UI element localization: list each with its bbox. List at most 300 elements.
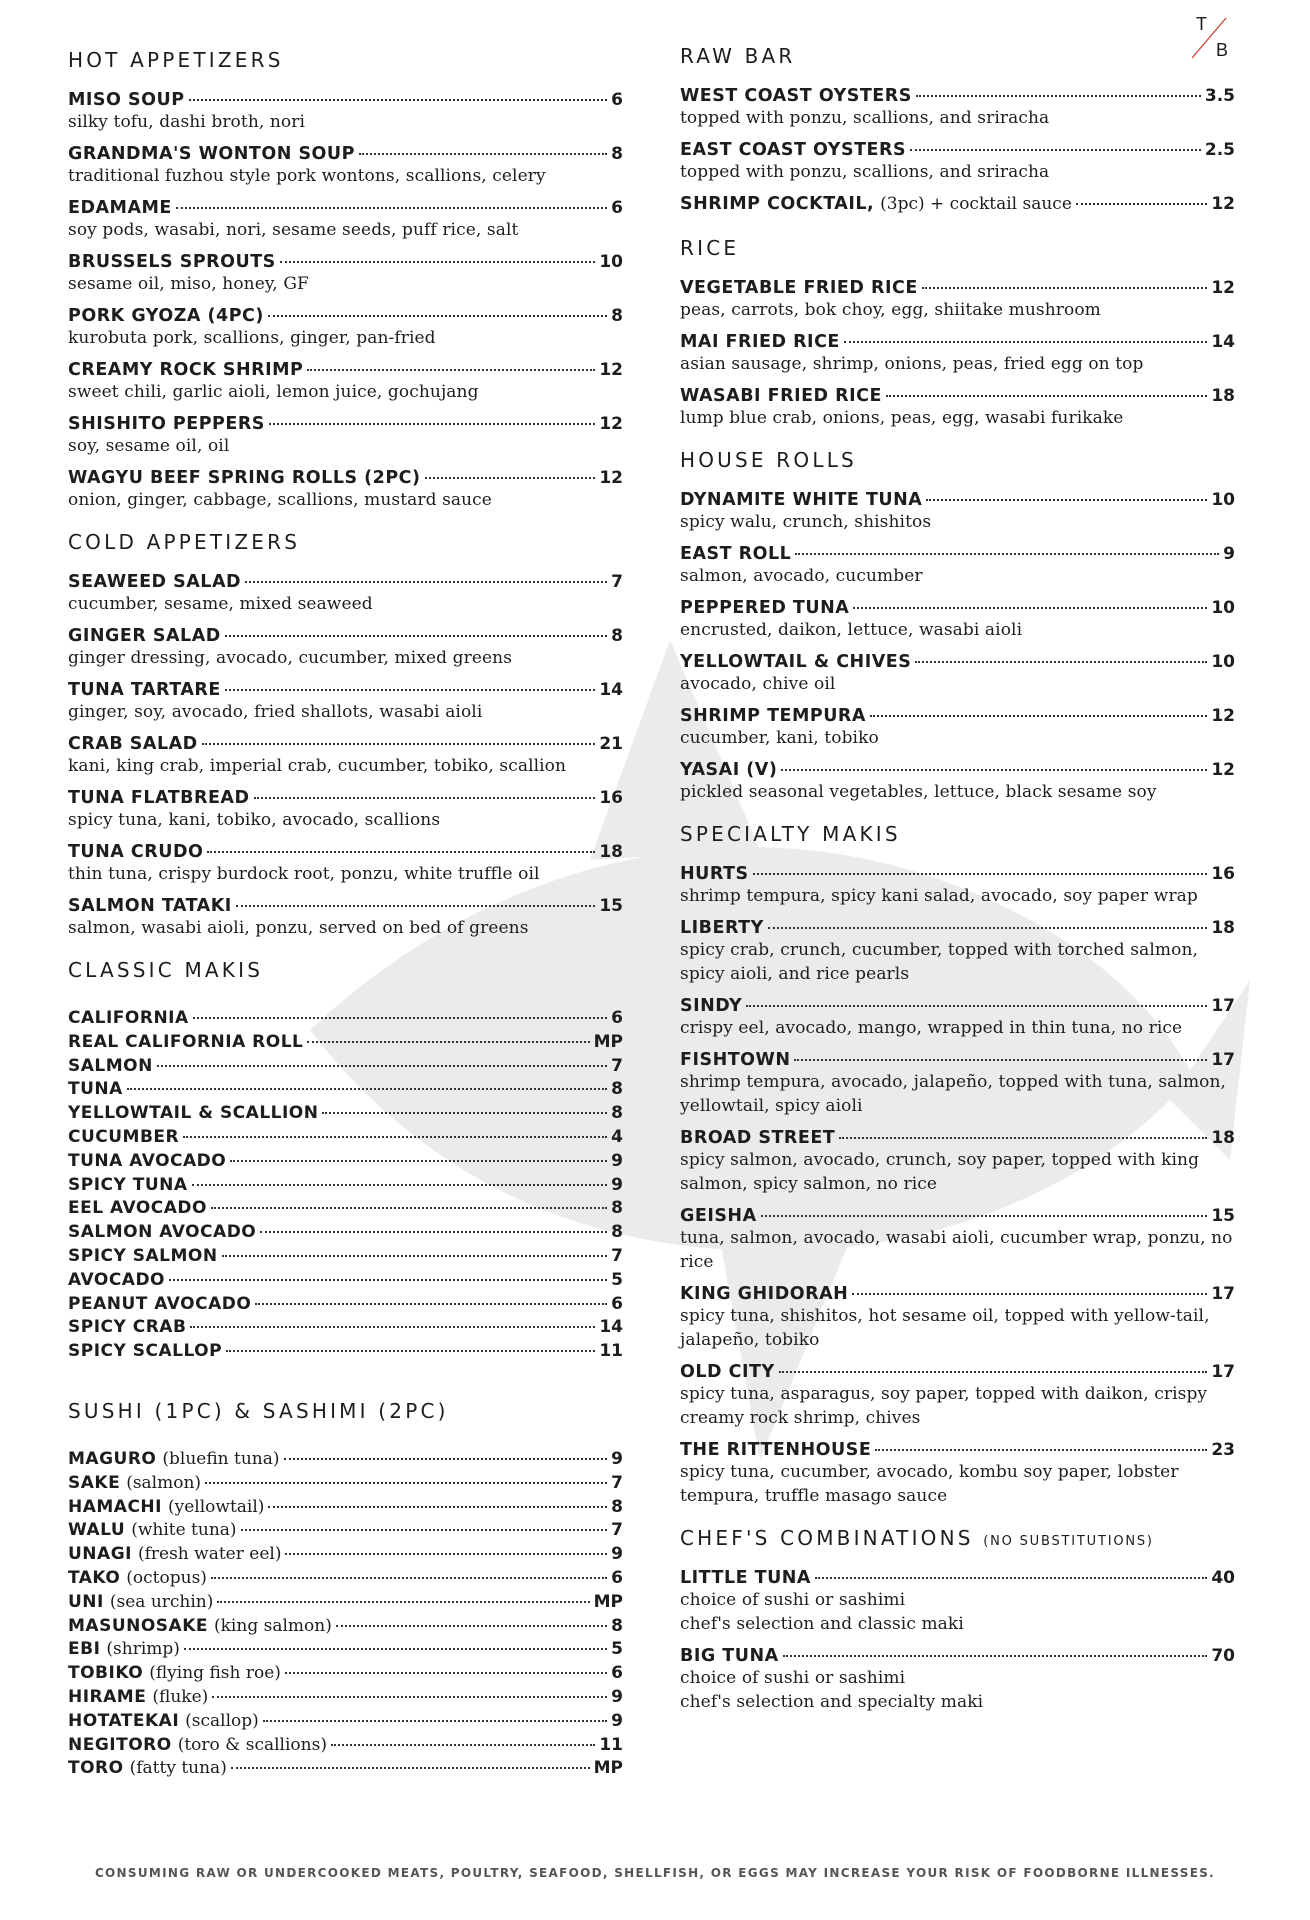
item-price: 9 [611,1710,623,1731]
dot-leader [225,689,596,691]
item-description: choice of sushi or sashimi [680,1590,906,1610]
dot-leader [205,1482,607,1484]
item-price: 12 [599,468,623,488]
item-price: 8 [611,1103,623,1124]
dot-leader [870,715,1207,717]
section-title-text: CHEF'S COMBINATIONS [680,1526,974,1550]
rice-list [680,278,1235,430]
section-title: HOT APPETIZERS [68,48,284,72]
menu-item [680,194,1235,214]
menu-item-line [680,864,1235,884]
item-name: CRAB SALAD [68,734,198,754]
item-name: SHRIMP TEMPURA [680,706,866,726]
item-price: 9 [611,1174,623,1195]
item-description: kurobuta pork, scallions, ginger, pan-fried [68,328,436,348]
item-name: EAST ROLL [680,544,792,564]
item-price: 9 [611,1448,623,1469]
item-price: 6 [611,198,623,218]
menu-item [68,1497,623,1521]
item-name: OLD CITY [680,1362,775,1382]
item-name: LITTLE TUNA [680,1568,811,1588]
dot-leader [212,1696,607,1698]
item-description: soy, sesame oil, oil [68,436,230,456]
dot-leader [844,341,1207,343]
dot-leader [217,1601,589,1603]
item-price: 3.5 [1204,86,1235,106]
menu-item-line [68,1294,623,1314]
menu-item-line [68,1568,623,1588]
raw-bar-section [680,44,1235,214]
item-name: EBI [68,1639,101,1660]
dot-leader [926,499,1207,501]
item-price: 7 [611,572,623,592]
dot-leader [284,1458,608,1460]
logo-bottom-letter: B [1216,40,1229,60]
menu-item [680,996,1235,1040]
item-price: 21 [599,734,623,754]
cold-appetizers-section [68,530,623,940]
dot-leader [184,1648,607,1650]
menu-item [68,1616,623,1640]
item-price: 23 [1211,1440,1235,1460]
item-name: CUCUMBER [68,1126,180,1147]
menu-item-line [680,1362,1235,1382]
section-title: RAW BAR [680,44,796,68]
menu-item-line [68,788,623,808]
sushi-sashimi-section [68,1399,623,1782]
item-price: MP [593,1758,623,1779]
menu-item-line [680,544,1235,564]
menu-item [68,1032,623,1056]
item-description: ginger, soy, avocado, fried shallots, wasabi aioli [68,702,483,722]
item-description: spicy salmon, avocado, crunch, soy paper, topped with king salmon, spicy salmon, no rice [680,1150,1200,1194]
item-subtitle: (salmon) [126,1472,202,1493]
menu-item-line [68,1246,623,1266]
section-title: SUSHI (1PC) & SASHIMI (2PC) [68,1398,449,1423]
dot-leader [783,1655,1208,1657]
item-description: encrusted, daikon, lettuce, wasabi aioli [680,620,1023,640]
dot-leader [839,1137,1207,1139]
section-title: RICE [680,236,740,260]
dot-leader [815,1577,1207,1579]
item-description: sesame oil, miso, honey, GF [68,274,309,294]
item-price: 70 [1211,1646,1235,1666]
item-name: PEPPERED TUNA [680,598,850,618]
menu-item [68,1711,623,1735]
menu-item-line [680,194,1235,214]
item-name: FISHTOWN [680,1050,791,1070]
menu-item-line [68,414,623,434]
menu-item [68,1663,623,1687]
item-description: soy pods, wasabi, nori, sesame seeds, puff rice, salt [68,220,519,240]
dot-leader [336,1625,607,1627]
item-price: 8 [611,1496,623,1517]
dot-leader [207,851,595,853]
menu-item-line [680,1646,1235,1666]
rice-section [680,236,1235,430]
dot-leader [359,153,607,155]
dot-leader [853,607,1207,609]
item-description: peas, carrots, bok choy, egg, shiitake mushroom [680,300,1101,320]
item-subtitle: (sea urchin) [109,1591,214,1612]
dot-leader [157,1065,607,1067]
item-price: 18 [1211,386,1235,406]
dot-leader [285,1672,607,1674]
menu-item-line [68,1544,623,1564]
item-name: TORO [68,1758,124,1779]
menu-item-line [680,1284,1235,1304]
item-name: VEGETABLE FRIED RICE [680,278,918,298]
hot-appetizers-list [68,90,623,512]
left-column [68,48,623,1782]
item-subtitle: (shrimp) [106,1639,180,1660]
item-name: DYNAMITE WHITE TUNA [680,490,923,510]
item-price: 18 [1211,1128,1235,1148]
dot-leader [192,1184,608,1186]
item-price: 17 [1211,1050,1235,1070]
menu-item-line [68,1008,623,1028]
raw-bar-list [680,86,1235,214]
item-price: 6 [611,1663,623,1684]
dot-leader [263,1720,607,1722]
item-subtitle: (fatty tuna) [129,1758,227,1779]
menu-item [68,1341,623,1365]
item-price: 9 [611,1686,623,1707]
menu-item [680,652,1235,696]
sushi-sashimi-list [68,1449,623,1782]
dot-leader [852,1293,1207,1295]
menu-item [680,86,1235,130]
menu-item-line [68,1127,623,1147]
menu-item [68,1246,623,1270]
dot-leader [255,1303,607,1305]
item-price: 12 [1211,278,1235,298]
item-description: spicy tuna, cucumber, avocado, kombu soy paper, lobster tempura, truffle masago sauce [680,1462,1179,1506]
item-description: salmon, avocado, cucumber [680,566,923,586]
dot-leader [193,1017,608,1019]
menu-item [680,140,1235,184]
menu-item [680,598,1235,642]
menu-item [680,1568,1235,1636]
dot-leader [245,581,607,583]
menu-item-line [68,1032,623,1052]
item-name: CALIFORNIA [68,1008,189,1028]
item-subtitle: (yellowtail) [168,1496,265,1517]
item-price: 6 [611,1293,623,1314]
item-name: TOBIKO [68,1663,144,1684]
item-price: 8 [611,1222,623,1243]
menu-item-line [68,1711,623,1731]
item-price: 9 [611,1150,623,1171]
dot-leader [225,635,607,637]
menu-item [680,918,1235,986]
item-price: 6 [611,90,623,110]
item-price: 40 [1211,1568,1235,1588]
menu-item-line [68,734,623,754]
item-description: chef's selection and specialty maki [680,1692,984,1712]
menu-item [680,1128,1235,1196]
item-name: GRANDMA'S WONTON SOUP [68,144,355,164]
menu-item [68,842,623,886]
item-description: lump blue crab, onions, peas, egg, wasabi furikake [680,408,1124,428]
menu-item-line [68,572,623,592]
dot-leader [222,1255,608,1257]
menu-item [680,544,1235,588]
item-name: HIRAME [68,1686,147,1707]
menu-item-line [680,652,1235,672]
item-subtitle: (fluke) [152,1686,209,1707]
menu-item-line [680,706,1235,726]
dot-leader [169,1279,607,1281]
menu-item [68,1151,623,1175]
dot-leader [260,1231,607,1233]
item-subtitle: (fresh water eel) [137,1544,282,1565]
menu-item-line [68,1222,623,1242]
item-price: 17 [1211,1362,1235,1382]
item-price: 8 [611,1198,623,1219]
item-subtitle: (king salmon) [214,1615,332,1636]
dot-leader [781,769,1207,771]
item-subtitle: (toro & scallions) [177,1734,327,1755]
menu-item-line [68,1079,623,1099]
menu-item-line [680,996,1235,1016]
menu-item [68,360,623,404]
menu-item-line [68,1639,623,1659]
dot-leader [425,477,596,479]
item-price: 16 [1211,864,1235,884]
item-price: MP [593,1591,623,1612]
item-name: GINGER SALAD [68,626,221,646]
dot-leader [753,873,1208,875]
item-description: crispy eel, avocado, mango, wrapped in thin tuna, no rice [680,1018,1183,1038]
dot-leader [202,743,596,745]
item-price: 9 [1223,544,1235,564]
dot-leader [322,1112,607,1114]
menu-item [68,252,623,296]
section-title [680,1526,1235,1550]
menu-item [68,1758,623,1782]
item-name: WALU [68,1520,126,1541]
dot-leader [280,261,596,263]
item-subtitle: (3pc) + cocktail sauce [880,194,1072,214]
dot-leader [254,797,596,799]
item-name: AVOCADO [68,1269,166,1290]
menu-item [68,626,623,670]
menu-item-line [68,468,623,488]
dot-leader [230,1160,607,1162]
menu-item [68,1449,623,1473]
dot-leader [269,423,595,425]
menu-item-line [680,490,1235,510]
item-name: TUNA CRUDO [68,842,204,862]
menu-item [680,332,1235,376]
item-name: HURTS [680,864,749,884]
item-description: kani, king crab, imperial crab, cucumber, tobiko, scallion [68,756,567,776]
menu-item-line [68,90,623,110]
menu-item [680,278,1235,322]
house-rolls-section [680,448,1235,804]
menu-item-line [680,140,1235,160]
item-description: spicy tuna, asparagus, soy paper, topped with daikon, crispy creamy rock shrimp, chives [680,1384,1208,1428]
item-price: 2.5 [1204,140,1235,160]
item-name: MISO SOUP [68,90,185,110]
item-price: 8 [611,1615,623,1636]
item-price: 7 [611,1055,623,1076]
item-description: onion, ginger, cabbage, scallions, mustard sauce [68,490,492,510]
item-description: asian sausage, shrimp, onions, peas, fried egg on top [680,354,1144,374]
item-description: traditional fuzhou style pork wontons, scallions, celery [68,166,546,186]
item-name: NEGITORO [68,1734,172,1755]
dot-leader [915,661,1207,663]
specialty-makis-list [680,864,1235,1508]
dot-leader [910,149,1201,151]
item-name: CREAMY ROCK SHRIMP [68,360,304,380]
item-subtitle: (white tuna) [131,1520,237,1541]
menu-item [680,1284,1235,1352]
item-description: shrimp tempura, avocado, jalapeño, topped with tuna, salmon, yellowtail, spicy aioli [680,1072,1227,1116]
item-name: YASAI (V) [680,760,778,780]
item-name: YELLOWTAIL & CHIVES [680,652,912,672]
menu-item [68,734,623,778]
item-price: 8 [611,1079,623,1100]
menu-item-line [68,680,623,700]
menu-item-line [68,842,623,862]
menu-item [68,572,623,616]
item-description: spicy walu, crunch, shishitos [680,512,932,532]
item-name: THE RITTENHOUSE [680,1440,872,1460]
item-price: 8 [611,626,623,646]
item-price: MP [593,1031,623,1052]
item-description: spicy tuna, kani, tobiko, avocado, scallions [68,810,441,830]
menu-item [680,864,1235,908]
item-description: pickled seasonal vegetables, lettuce, black sesame soy [680,782,1157,802]
footer-disclaimer: CONSUMING RAW OR UNDERCOOKED MEATS, POULTRY, SEAFOOD, SHELLFISH, OR EGGS MAY INCREASE YOUR RISK OF FOODBORNE ILLNESSES. [94,1866,1216,1880]
menu-item-line [680,918,1235,938]
dot-leader [875,1449,1207,1451]
item-name: HOTATEKAI [68,1710,180,1731]
menu-item [680,1362,1235,1430]
menu-item-line [680,598,1235,618]
item-description: cucumber, sesame, mixed seaweed [68,594,373,614]
item-price: 15 [599,896,623,916]
dot-leader [268,315,607,317]
menu-item-line [68,306,623,326]
item-price: 17 [1211,996,1235,1016]
dot-leader [1076,203,1207,205]
item-name: SHRIMP COCKTAIL, [680,194,875,214]
item-description: cucumber, kani, tobiko [680,728,879,748]
item-price: 9 [611,1544,623,1565]
section-title: CLASSIC MAKIS [68,958,264,982]
item-description: thin tuna, crispy burdock root, ponzu, white truffle oil [68,864,540,884]
menu-item [68,1056,623,1080]
menu-item [68,1127,623,1151]
menu-item [68,1270,623,1294]
dot-leader [211,1577,607,1579]
menu-item-line [68,1103,623,1123]
item-name: GEISHA [680,1206,757,1226]
item-price: 18 [1211,918,1235,938]
menu-item-line [680,1050,1235,1070]
classic-makis-list [68,1008,623,1365]
menu-item-line [68,626,623,646]
item-name: UNI [68,1591,104,1612]
menu-item [68,1198,623,1222]
menu-item-line [68,1592,623,1612]
menu-item-line [68,1151,623,1171]
menu-item [68,1222,623,1246]
menu-item [68,1639,623,1663]
menu-item [68,1544,623,1568]
section-title: SPECIALTY MAKIS [680,822,901,846]
item-price: 11 [599,1341,623,1362]
item-price: 18 [599,842,623,862]
menu-item-line [68,1473,623,1493]
item-price: 5 [611,1269,623,1290]
menu-item-line [68,198,623,218]
dot-leader [794,1059,1207,1061]
dot-leader [285,1553,607,1555]
item-name: WAGYU BEEF SPRING ROLLS (2PC) [68,468,421,488]
menu-item [680,1050,1235,1118]
menu-item-line [68,1758,623,1778]
section-note: (NO SUBSTITUTIONS) [983,1534,1154,1549]
item-name: BROAD STREET [680,1128,836,1148]
dot-leader [886,395,1207,397]
dot-leader [189,99,608,101]
menu-item [68,1520,623,1544]
menu-item-line [68,1056,623,1076]
dot-leader [127,1088,607,1090]
item-price: 8 [611,306,623,326]
classic-makis-section [68,958,623,1365]
menu-item [68,414,623,458]
dot-leader [746,1005,1207,1007]
item-price: 16 [599,788,623,808]
item-price: 7 [611,1245,623,1266]
menu-item-line [680,1206,1235,1226]
item-price: 10 [1211,598,1235,618]
section-title: COLD APPETIZERS [68,530,301,554]
item-name: PEANUT AVOCADO [68,1293,252,1314]
menu-item [68,1008,623,1032]
item-description: topped with ponzu, scallions, and sriracha [680,108,1050,128]
item-description: tuna, salmon, avocado, wasabi aioli, cucumber wrap, ponzu, no rice [680,1228,1233,1272]
item-name: EEL AVOCADO [68,1198,207,1219]
dot-leader [211,1207,607,1209]
item-description: shrimp tempura, spicy kani salad, avocado, soy paper wrap [680,886,1198,906]
item-name: MASUNOSAKE [68,1615,208,1636]
item-description: salmon, wasabi aioli, ponzu, served on bed of greens [68,918,529,938]
dot-leader [307,1041,589,1043]
chefs-combinations-list [680,1568,1235,1714]
item-name: SPICY SCALLOP [68,1341,223,1362]
item-name: TUNA AVOCADO [68,1150,227,1171]
item-name: MAI FRIED RICE [680,332,840,352]
item-price: 10 [1211,490,1235,510]
item-name: SALMON TATAKI [68,896,232,916]
menu-item-line [68,1449,623,1469]
menu-item-line [68,1520,623,1540]
item-name: TUNA FLATBREAD [68,788,250,808]
menu-item [68,90,623,134]
item-price: 6 [611,1567,623,1588]
menu-item [68,788,623,832]
dot-leader [241,1529,608,1531]
item-name: SPICY SALMON [68,1245,218,1266]
menu-item [680,1646,1235,1714]
item-price: 7 [611,1472,623,1493]
